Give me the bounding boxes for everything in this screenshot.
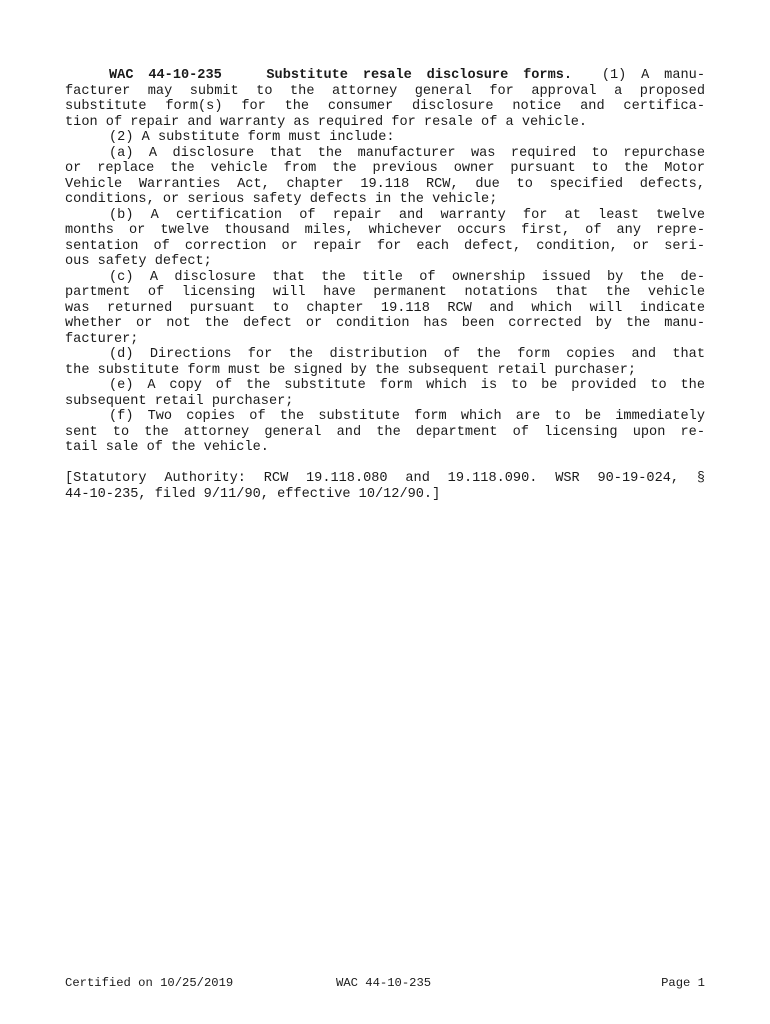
page-footer xyxy=(65,975,705,991)
paragraph-line xyxy=(65,208,705,224)
text-line: months or twelve thousand miles, whichever occurs first, of any repre- xyxy=(65,223,705,238)
text-line: (2) A substitute form must include: xyxy=(109,130,395,145)
heading-line xyxy=(65,68,705,84)
section-title: Substitute resale disclosure forms. xyxy=(266,68,573,83)
paragraph-line xyxy=(65,146,705,162)
text-line: (f) Two copies of the substitute form which are to be immediately xyxy=(109,409,705,424)
text-line: (e) A copy of the substitute form which is to be provided to the xyxy=(109,378,705,393)
text-line: partment of licensing will have permanent notations that the vehicle xyxy=(65,285,705,300)
paragraph-line xyxy=(65,270,705,286)
document-body xyxy=(65,68,705,502)
text-line: the substitute form must be signed by the subsequent retail purchaser; xyxy=(65,362,637,378)
text-line: tail sale of the vehicle. xyxy=(65,440,269,455)
text-line: facturer may submit to the attorney general for approval a proposed xyxy=(65,83,705,99)
authority-line: [Statutory Authority: RCW 19.118.080 and 19.118.090. WSR 90-19-024, § xyxy=(65,471,705,486)
text-line: tion of repair and warranty as required for resale of a vehicle. xyxy=(65,114,588,130)
text-line: sent to the attorney general and the department of licensing upon re- xyxy=(65,424,705,440)
spacer xyxy=(65,456,705,472)
text-line: whether or not the defect or condition has been corrected by the manu- xyxy=(65,316,705,331)
text-line: conditions, or serious safety defects in the vehicle; xyxy=(65,192,498,207)
text-line: ous safety defect; xyxy=(65,254,212,269)
text-line: Vehicle Warranties Act, chapter 19.118 RCW, due to specified defects, xyxy=(65,176,705,192)
text-line: (d) Directions for the distribution of the form copies and that xyxy=(109,347,705,362)
paragraph-line xyxy=(65,409,705,425)
page-number: Page 1 xyxy=(661,976,705,990)
paragraph-line xyxy=(65,130,705,146)
text-line: was returned pursuant to chapter 19.118 RCW and which will indicate xyxy=(65,300,705,316)
text-line: subsequent retail purchaser; xyxy=(65,393,294,409)
text-line: (a) A disclosure that the manufacturer was required to repurchase xyxy=(109,145,705,161)
text-line: facturer; xyxy=(65,331,139,347)
text-line: (1) A manu- xyxy=(601,68,705,83)
text-line: sentation of correction or repair for each defect, condition, or seri- xyxy=(65,238,705,254)
footer-section-code: WAC 44-10-235 xyxy=(336,976,432,990)
authority-line: 44-10-235, filed 9/11/90, effective 10/12/90.] xyxy=(65,486,441,502)
paragraph-line xyxy=(65,378,705,394)
text-line: or replace the vehicle from the previous owner pursuant to the Motor xyxy=(65,161,705,176)
text-line: (c) A disclosure that the title of ownership issued by the de- xyxy=(109,269,705,285)
certified-date: Certified on 10/25/2019 xyxy=(65,976,234,990)
paragraph-line xyxy=(65,347,705,363)
section-code: WAC 44-10-235 xyxy=(109,68,222,83)
text-line: (b) A certification of repair and warranty for at least twelve xyxy=(109,207,705,223)
text-line: substitute form(s) for the consumer disclosure notice and certifica- xyxy=(65,99,705,114)
